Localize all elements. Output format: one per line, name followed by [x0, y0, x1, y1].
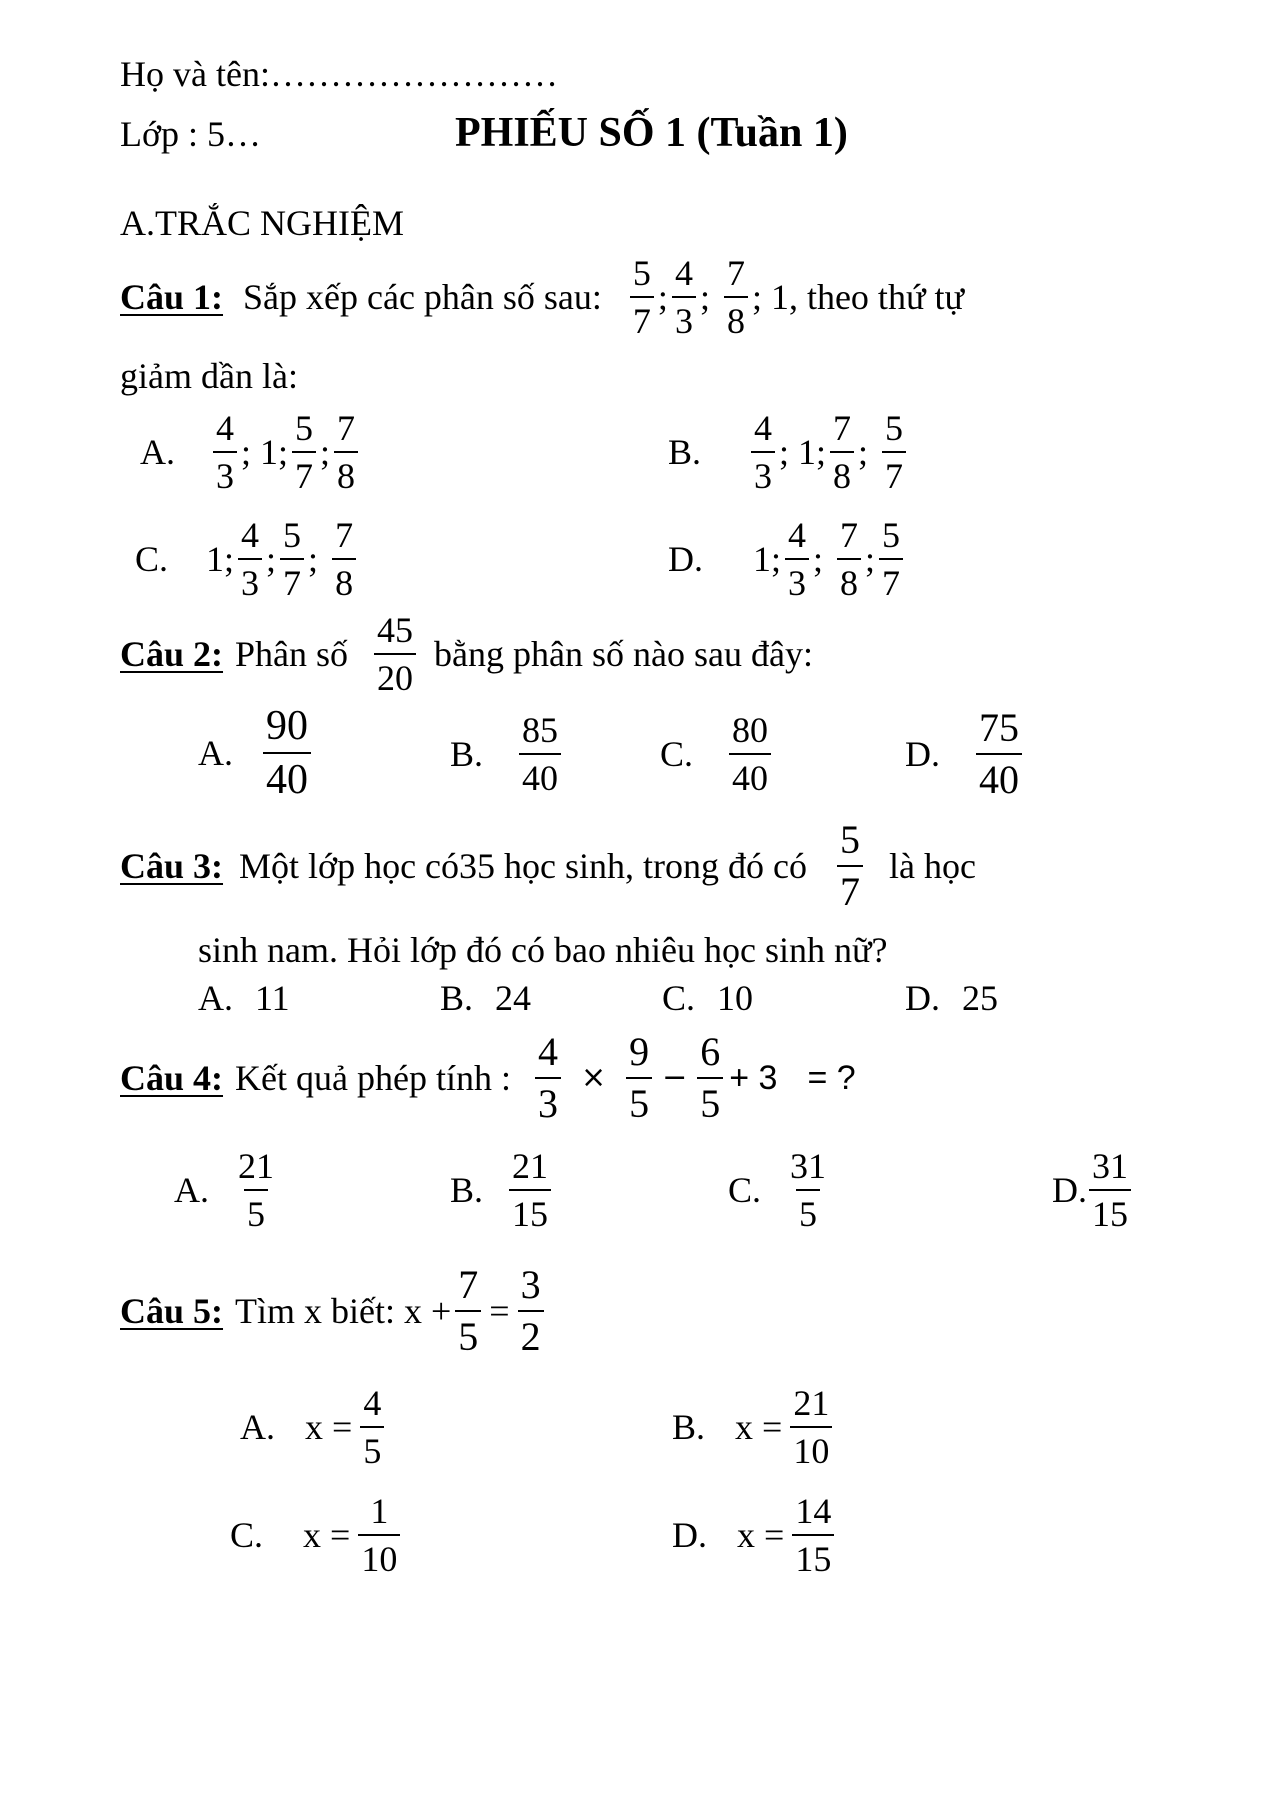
q3-option-b[interactable]: B. 24	[440, 978, 532, 1018]
q2-option-c[interactable]: C. $\frac{80}{40}$	[660, 712, 775, 796]
fraction: $\frac{5}{7}$	[280, 517, 304, 601]
q2-option-a[interactable]: A. $\frac{90}{40}$	[198, 705, 315, 801]
fraction: $\frac{6}{5}$	[697, 1032, 723, 1124]
question-4-label: Câu 4:	[120, 1058, 224, 1098]
question-1-label: Câu 1:	[120, 277, 224, 317]
fraction: $\frac{21}{15}$	[509, 1148, 551, 1232]
fraction: $\frac{4}{5}$	[360, 1385, 384, 1469]
q1-option-b[interactable]: B. $\frac{4}{3}$ ; 1; $\frac{7}{8}$ ; $\frac{5}{7}$	[668, 410, 910, 494]
q1-option-d[interactable]: D. 1; $\frac{4}{3}$ ; $\frac{7}{8}$ ; $\frac{5}{7}$	[668, 517, 907, 601]
question-1: Câu 1: Sắp xếp các phân số sau: $\frac{5}{7}$ ; $\frac{4}{3}$ ; $\frac{7}{8}$ ; 1, theo thứ tự	[120, 253, 964, 341]
fraction: $\frac{7}{8}$	[332, 517, 356, 601]
fraction: $\frac{85}{40}$	[519, 712, 561, 796]
question-1-text-continued: giảm dần là:	[120, 356, 298, 396]
question-3: Câu 3: Một lớp học có35 học sinh, trong đó có $\frac{5}{7}$ là học	[120, 817, 976, 914]
fraction: $\frac{7}{8}$	[334, 410, 358, 494]
fraction: $\frac{4}{3}$	[535, 1032, 561, 1124]
fraction: $\frac{31}{5}$	[790, 1146, 827, 1234]
fraction: $\frac{31}{15}$	[1089, 1148, 1131, 1232]
fraction: $\frac{90}{40}$	[263, 705, 311, 801]
q1-option-c[interactable]: C. 1; $\frac{4}{3}$ ; $\frac{5}{7}$ ; $\frac{7}{8}$	[135, 517, 360, 601]
fraction: $\frac{4}{3}$	[751, 410, 775, 494]
q2-option-b[interactable]: B. $\frac{85}{40}$	[450, 712, 565, 796]
fraction: $\frac{9}{5}$	[626, 1032, 652, 1124]
q3-option-a[interactable]: A. 11	[198, 978, 290, 1018]
fraction: $\frac{7}{8}$	[724, 255, 748, 339]
fraction: $\frac{80}{40}$	[729, 712, 771, 796]
q2-option-d[interactable]: D. $\frac{75}{40}$	[905, 708, 1026, 800]
fraction: $\frac{5}{7}$	[630, 255, 654, 339]
q4-option-a[interactable]: A. $\frac{21}{5}$	[174, 1148, 281, 1232]
question-4: Câu 4: Kết quả phép tính : $\frac{4}{3}$ × $\frac{9}{5}$ − $\frac{6}{5}$ + 3 = ?	[120, 1029, 856, 1126]
fraction: $\frac{7}{5}$	[455, 1265, 481, 1357]
fraction: $\frac{3}{2}$	[518, 1265, 544, 1357]
question-2-label: Câu 2:	[120, 634, 224, 674]
fraction: $\frac{1}{10}$	[358, 1493, 400, 1577]
fraction: $\frac{45}{20}$	[374, 612, 416, 696]
fraction: $\frac{4}{3}$	[238, 517, 262, 601]
fraction: $\frac{4}{3}$	[672, 255, 696, 339]
fraction: $\frac{4}{3}$	[213, 410, 237, 494]
fraction: $\frac{5}{7}$	[292, 410, 316, 494]
fraction: $\frac{4}{3}$	[785, 517, 809, 601]
fraction: $\frac{5}{7}$	[879, 517, 903, 601]
question-1-text: Sắp xếp các phân số sau:	[243, 277, 602, 317]
q5-option-a[interactable]: A. x = $\frac{4}{5}$	[240, 1385, 388, 1469]
name-field-label: Họ và tên:……………………	[120, 54, 558, 94]
class-field-label: Lớp : 5…	[120, 114, 262, 154]
q3-option-d[interactable]: D. 25	[905, 978, 998, 1018]
fraction: $\frac{7}{8}$	[830, 410, 854, 494]
fraction: $\frac{75}{40}$	[976, 708, 1022, 800]
section-title: A.TRẮC NGHIỆM	[120, 203, 404, 243]
q4-option-d[interactable]: D. $\frac{31}{15}$	[1052, 1148, 1135, 1232]
q5-option-c[interactable]: C. x = $\frac{1}{10}$	[230, 1493, 404, 1577]
q4-option-b[interactable]: B. $\frac{21}{15}$	[450, 1148, 555, 1232]
q4-option-c[interactable]: C. $\frac{31}{5}$	[728, 1148, 833, 1232]
question-3-text-continued: sinh nam. Hỏi lớp đó có bao nhiêu học sinh nữ?	[198, 930, 888, 970]
question-5-label: Câu 5:	[120, 1291, 224, 1331]
fraction: $\frac{7}{8}$	[837, 517, 861, 601]
page-title: PHIẾU SỐ 1 (Tuần 1)	[455, 110, 848, 156]
q3-option-c[interactable]: C. 10	[662, 978, 754, 1018]
question-3-label: Câu 3:	[120, 846, 224, 886]
fraction: $\frac{5}{7}$	[837, 820, 863, 912]
fraction: $\frac{5}{7}$	[882, 410, 906, 494]
q5-option-d[interactable]: D. x = $\frac{14}{15}$	[672, 1493, 838, 1577]
fraction: $\frac{14}{15}$	[792, 1493, 834, 1577]
fraction: $\frac{21}{5}$	[238, 1146, 274, 1234]
question-5: Câu 5: Tìm x biết: x + $\frac{7}{5}$ = $\frac{3}{2}$	[120, 1265, 548, 1357]
q5-option-b[interactable]: B. x = $\frac{21}{10}$	[672, 1385, 836, 1469]
fraction: $\frac{21}{10}$	[790, 1385, 832, 1469]
q1-option-a[interactable]: A. $\frac{4}{3}$ ; 1; $\frac{5}{7}$ ; $\frac{7}{8}$	[140, 410, 362, 494]
question-2: Câu 2: Phân số $\frac{45}{20}$ bằng phân số nào sau đây:	[120, 610, 813, 698]
